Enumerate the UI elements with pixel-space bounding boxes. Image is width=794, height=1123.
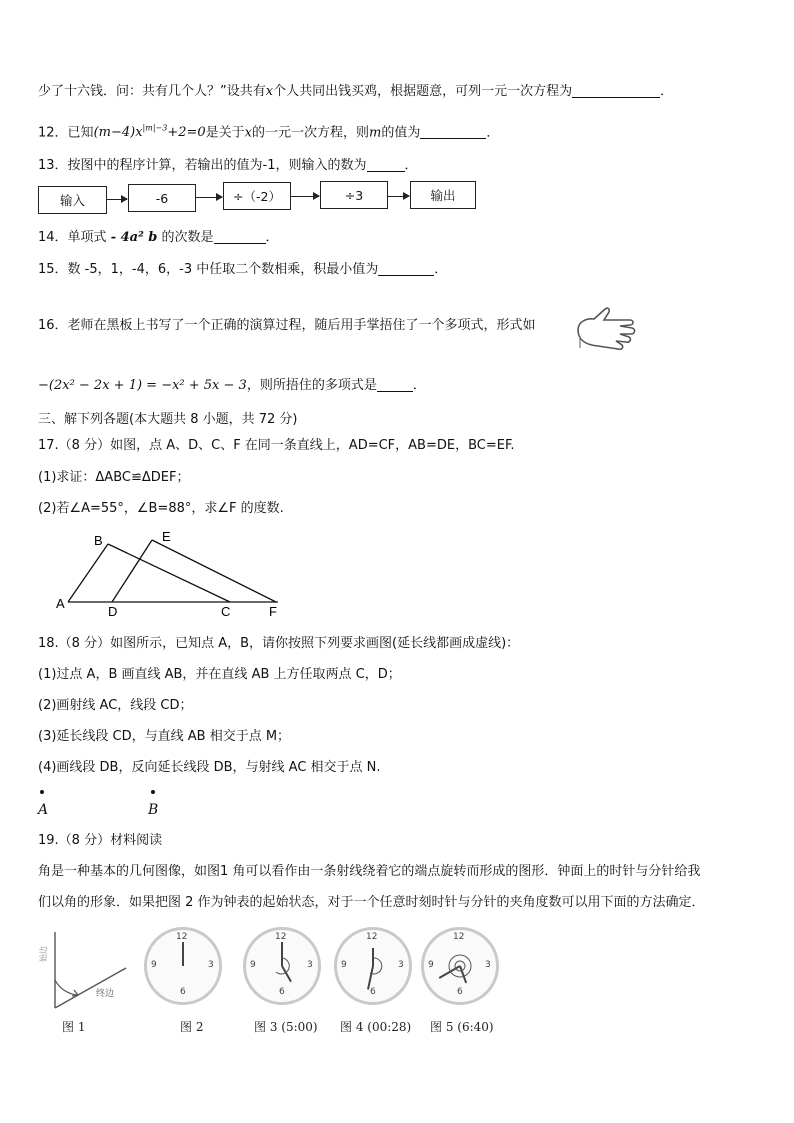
flow-step-label: ÷3	[344, 187, 364, 203]
q14-post: 的次数是	[161, 230, 214, 245]
label-D: D	[108, 604, 118, 619]
side-EF	[152, 540, 276, 602]
question-18	[38, 635, 519, 653]
clock-9: 9	[428, 960, 434, 970]
flow-arrow	[106, 199, 127, 200]
q12-var2: m	[369, 125, 382, 141]
caption-figure-2: 图 2	[180, 1020, 204, 1034]
figure-1-angle	[38, 928, 130, 1018]
question-18-part-3	[38, 728, 290, 746]
q16-equation: −(2x² − 2x + 1) = −x² + 5x − 3	[38, 378, 247, 393]
question-15	[38, 261, 447, 279]
label-C: C	[221, 604, 231, 619]
q16-post: ，则所捂住的多项式是	[246, 378, 377, 393]
angle-arc-icon	[363, 956, 383, 976]
clock-6: 6	[370, 987, 376, 997]
fig1-terminal-side-label: 终边	[96, 989, 115, 999]
period: ．	[412, 378, 426, 393]
q13-text: 13．按图中的程序计算，若输出的值为-1，则输入的数为	[38, 158, 367, 173]
question-13	[38, 157, 418, 175]
answer-blank[interactable]	[420, 124, 486, 139]
q12-post: 的值为	[381, 125, 421, 141]
answer-blank[interactable]	[378, 261, 434, 276]
question-number: 12．	[38, 125, 68, 141]
question-18-part-1	[38, 666, 401, 684]
point-A-dot	[40, 790, 44, 794]
side-AB	[68, 544, 108, 602]
q16-text: 16．老师在黑板上书写了一个正确的演算过程，随后用手掌捂住了一个多项式，形式如	[38, 318, 536, 333]
clock-figure-4	[334, 927, 412, 1005]
q12-mid: 是关于	[205, 125, 245, 141]
q18-stem: 18.（8 分）如图所示，已知点 A，B，请你按照下列要求画图(延长线都画成虚线)：	[38, 636, 520, 651]
clock-3: 3	[398, 960, 404, 970]
section-heading	[38, 411, 298, 429]
q12-exponent: |m|−3	[142, 124, 168, 133]
label-A: A	[56, 596, 65, 611]
fig1-initial-side-label: 始边	[39, 946, 48, 962]
answer-blank[interactable]	[214, 229, 266, 244]
answer-blank[interactable]	[572, 83, 660, 98]
flow-output-box	[410, 181, 476, 209]
period: ．	[660, 84, 674, 99]
clock-9: 9	[151, 960, 157, 970]
clock-9: 9	[250, 960, 256, 970]
clock-hand	[182, 948, 184, 966]
clock-6: 6	[457, 987, 463, 997]
period: ．	[434, 262, 448, 277]
question-18-part-2	[38, 697, 193, 715]
triangle-figure	[50, 528, 290, 620]
q15-text: 15．数 -5，1，-4，6，-3 中任取二个数相乘，积最小值为	[38, 262, 379, 277]
q12-eq-part1: (m−4)x	[93, 125, 143, 141]
caption-figure-1: 图 1	[62, 1020, 86, 1034]
q12-var: x	[244, 125, 252, 141]
q19-para2: 们以角的形象．如果把图 2 作为钟表的起始状态，对于一个任意时刻时针与分针的夹角度数可以用下面的方法确定．	[38, 895, 705, 910]
flow-arrow	[290, 196, 319, 197]
question-17	[38, 437, 514, 455]
question-17-part-2	[38, 500, 284, 518]
q18-part4: (4)画线段 DB，反向延长线段 DB，与射线 AC 相交于点 N.	[38, 760, 381, 775]
answer-blank[interactable]	[367, 157, 405, 172]
clock-3: 3	[485, 960, 491, 970]
clock-12: 12	[453, 932, 465, 942]
q17-stem: 17.（8 分）如图，点 A、D、C、F 在同一条直线上，AD=CF，AB=DE，BC=EF.	[38, 438, 515, 453]
prev-question-text: 少了十六钱．问：共有几个人？”设共有	[38, 84, 266, 99]
flow-input-box	[38, 186, 107, 214]
clock-3: 3	[208, 960, 214, 970]
angle-arc-icon	[446, 952, 474, 980]
point-B-label: B	[148, 802, 159, 818]
question-18-part-4	[38, 759, 381, 777]
question-19-paragraph-2	[38, 894, 705, 912]
label-B: B	[94, 533, 103, 548]
question-14	[38, 229, 279, 247]
q19-para1: 角是一种基本的几何图像，如图1 角可以看作由一条射线绕着它的端点旋转而形成的图形．钟面上的时针与分针给我	[38, 864, 701, 879]
question-19	[38, 832, 162, 850]
clock-figure-5	[421, 927, 499, 1005]
side-BC	[108, 544, 230, 602]
clock-figure-3	[243, 927, 321, 1005]
q12-mid2: 的一元一次方程，则	[252, 125, 370, 141]
label-F: F	[269, 604, 277, 619]
clock-12: 12	[275, 932, 287, 942]
point-B-dot	[151, 790, 155, 794]
period: ．	[486, 125, 500, 141]
flow-arrow	[195, 197, 222, 198]
flow-step-divide-neg2	[223, 182, 291, 210]
clock-9: 9	[341, 960, 347, 970]
flow-input-label: 输入	[59, 193, 85, 208]
caption-figure-4: 图 4 (00:28)	[340, 1020, 412, 1034]
flow-step-subtract	[128, 184, 196, 212]
q18-part1: (1)过点 A，B 画直线 AB，并在直线 AB 上方任取两点 C，D；	[38, 667, 401, 682]
q18-part3: (3)延长线段 CD，与直线 AB 相交于点 M；	[38, 729, 291, 744]
question-17-part-1	[38, 469, 189, 487]
flow-step-label: -6	[155, 190, 169, 206]
q17-part2: (2)若∠A=55°，∠B=88°，求∠F 的度数.	[38, 501, 284, 516]
q12-pre: 已知	[67, 125, 94, 141]
q12-equation	[94, 125, 206, 140]
section-3-title: 三、解下列各题(本大题共 8 小题，共 72 分)	[38, 412, 298, 427]
flow-step-label: ÷（-2）	[233, 189, 281, 204]
flow-step-divide-3	[320, 181, 388, 209]
q14-monomial: - 4a² b	[110, 230, 158, 245]
period: ．	[265, 230, 279, 245]
q17-part1: (1)求证：ΔABC≌ΔDEF；	[38, 470, 190, 485]
prev-question-var: x	[265, 84, 274, 99]
question-19-paragraph-1	[38, 863, 700, 881]
clock-6: 6	[279, 987, 285, 997]
question-16-expression-line	[38, 377, 426, 395]
question-16	[38, 317, 536, 335]
angle-arc-icon	[272, 956, 292, 976]
q12-eq-part2: +2=0	[167, 125, 206, 141]
clock-figure-2	[144, 927, 222, 1005]
answer-blank[interactable]	[377, 377, 413, 392]
prev-question-text2: 个人共同出钱买鸡，根据题意，可列一元一次方程为	[273, 84, 573, 99]
prev-question-line	[38, 83, 673, 101]
label-E: E	[162, 529, 171, 544]
q14-pre: 14．单项式	[38, 230, 107, 245]
caption-figure-5: 图 5 (6:40)	[430, 1020, 494, 1034]
flow-arrow	[387, 196, 409, 197]
period: ．	[404, 158, 418, 173]
q19-stem: 19.（8 分）材料阅读	[38, 833, 163, 848]
clock-12: 12	[176, 932, 188, 942]
clock-3: 3	[307, 960, 313, 970]
q18-part2: (2)画射线 AC，线段 CD；	[38, 698, 193, 713]
hand-icon	[574, 300, 638, 352]
clock-6: 6	[180, 987, 186, 997]
question-12	[38, 120, 499, 142]
clock-12: 12	[366, 932, 378, 942]
flow-output-label: 输出	[430, 188, 456, 203]
caption-figure-3: 图 3 (5:00)	[254, 1020, 318, 1034]
point-A-label: A	[38, 802, 49, 818]
